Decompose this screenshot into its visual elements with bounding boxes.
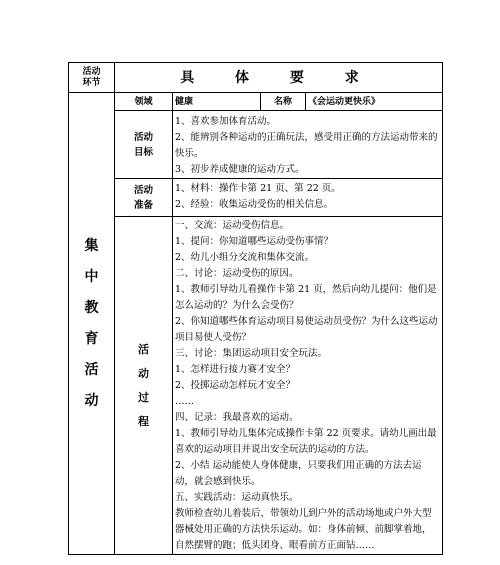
- process-step: 教师检查幼儿着装后，带领幼儿到户外的活动场地或户外大型器械处用正确的方法快乐运动。如：身体前倾、前脚掌着地，自然摆臂的跑；低头团身、眼看前方正面钻……: [175, 508, 432, 551]
- domain-row: [69, 93, 443, 111]
- process-step: 2、投掷运动怎样玩才安全？: [175, 380, 296, 391]
- name-value: 《会运动更快乐》: [306, 93, 443, 111]
- process-step: 三、讨论：集团运动项目安全玩法。: [175, 348, 328, 359]
- prep-content: [173, 179, 443, 217]
- goal-item: 2、能辨别各种运动的正确玩法，感受用正确的方法运动带来的快乐。: [175, 132, 438, 159]
- segment-label: 活动环节: [82, 66, 101, 88]
- main-label-char: 活: [84, 361, 99, 378]
- domain-label: 领域: [115, 93, 173, 111]
- goals-label: [115, 111, 173, 179]
- process-step: 一、交流：运动受伤信息。: [175, 220, 290, 231]
- main-label-char: 教: [84, 299, 99, 316]
- process-step: 四、记录：我最喜欢的运动。: [175, 412, 299, 423]
- process-step: 1、教师引导幼儿看操作卡第 21 页，然后向幼儿提问：他们是怎么运动的？为什么会受伤？: [175, 284, 437, 311]
- prep-label: [115, 179, 173, 217]
- process-step: ……: [175, 396, 194, 407]
- goals-label-line: 目标: [133, 146, 153, 158]
- process-step: 二、讨论：运动受伤的原因。: [175, 268, 299, 279]
- segment-label-cell: [69, 63, 115, 93]
- goals-label-line: 活动: [133, 131, 153, 143]
- process-label-char: 程: [138, 414, 149, 428]
- process-label-char: 过: [138, 390, 149, 404]
- main-label-char: 动: [84, 392, 99, 409]
- process-step: 2、你知道哪些体育运动项目易使运动员受伤？为什么这些运动项目易使人受伤？: [175, 316, 438, 343]
- main-section-label: [69, 93, 115, 555]
- prep-row: [69, 179, 443, 217]
- lesson-plan-table: [68, 62, 443, 555]
- prep-label-line: 准备: [133, 199, 153, 211]
- domain-value: 健康: [173, 93, 261, 111]
- main-label-char: 中: [84, 268, 99, 285]
- goals-content: [173, 111, 443, 179]
- process-step: 2、幼儿小组分交流和集体交流。: [175, 252, 315, 263]
- process-row: [69, 217, 443, 555]
- process-step: 2、小结 运动能使人身体健康，只要我们用正确的方法去运动，就会感到快乐。: [175, 460, 422, 487]
- prep-label-line: 活动: [133, 184, 153, 196]
- main-label-char: 集: [84, 237, 99, 254]
- header-row: [69, 63, 443, 93]
- process-step: 1、提问：你知道哪些运动受伤事情？: [175, 236, 334, 247]
- prep-item: 1、材料：操作卡第 21 页、第 22 页。: [175, 183, 341, 194]
- process-step: 1、教师引导幼儿集体完成操作卡第 22 页要求。请幼儿画出最喜欢的运动项目并说出安全玩法的运动的方法。: [175, 428, 437, 455]
- process-step: 五、实践活动：运动真快乐。: [175, 492, 299, 503]
- process-label-char: 活: [138, 342, 149, 356]
- process-content: [173, 217, 443, 555]
- goal-item: 1、喜欢参加体育活动。: [175, 116, 277, 127]
- requirements-title: 具 体 要 求: [115, 63, 443, 93]
- main-label-char: 育: [84, 330, 99, 347]
- prep-item: 2、经验：收集运动受伤的相关信息。: [175, 199, 334, 210]
- goals-row: [69, 111, 443, 179]
- process-label: [115, 217, 173, 555]
- process-step: 1、怎样进行接力赛才安全？: [175, 364, 296, 375]
- goal-item: 3、初步养成健康的运动方式。: [175, 164, 305, 175]
- name-label: 名称: [261, 93, 306, 111]
- process-label-char: 动: [138, 366, 149, 380]
